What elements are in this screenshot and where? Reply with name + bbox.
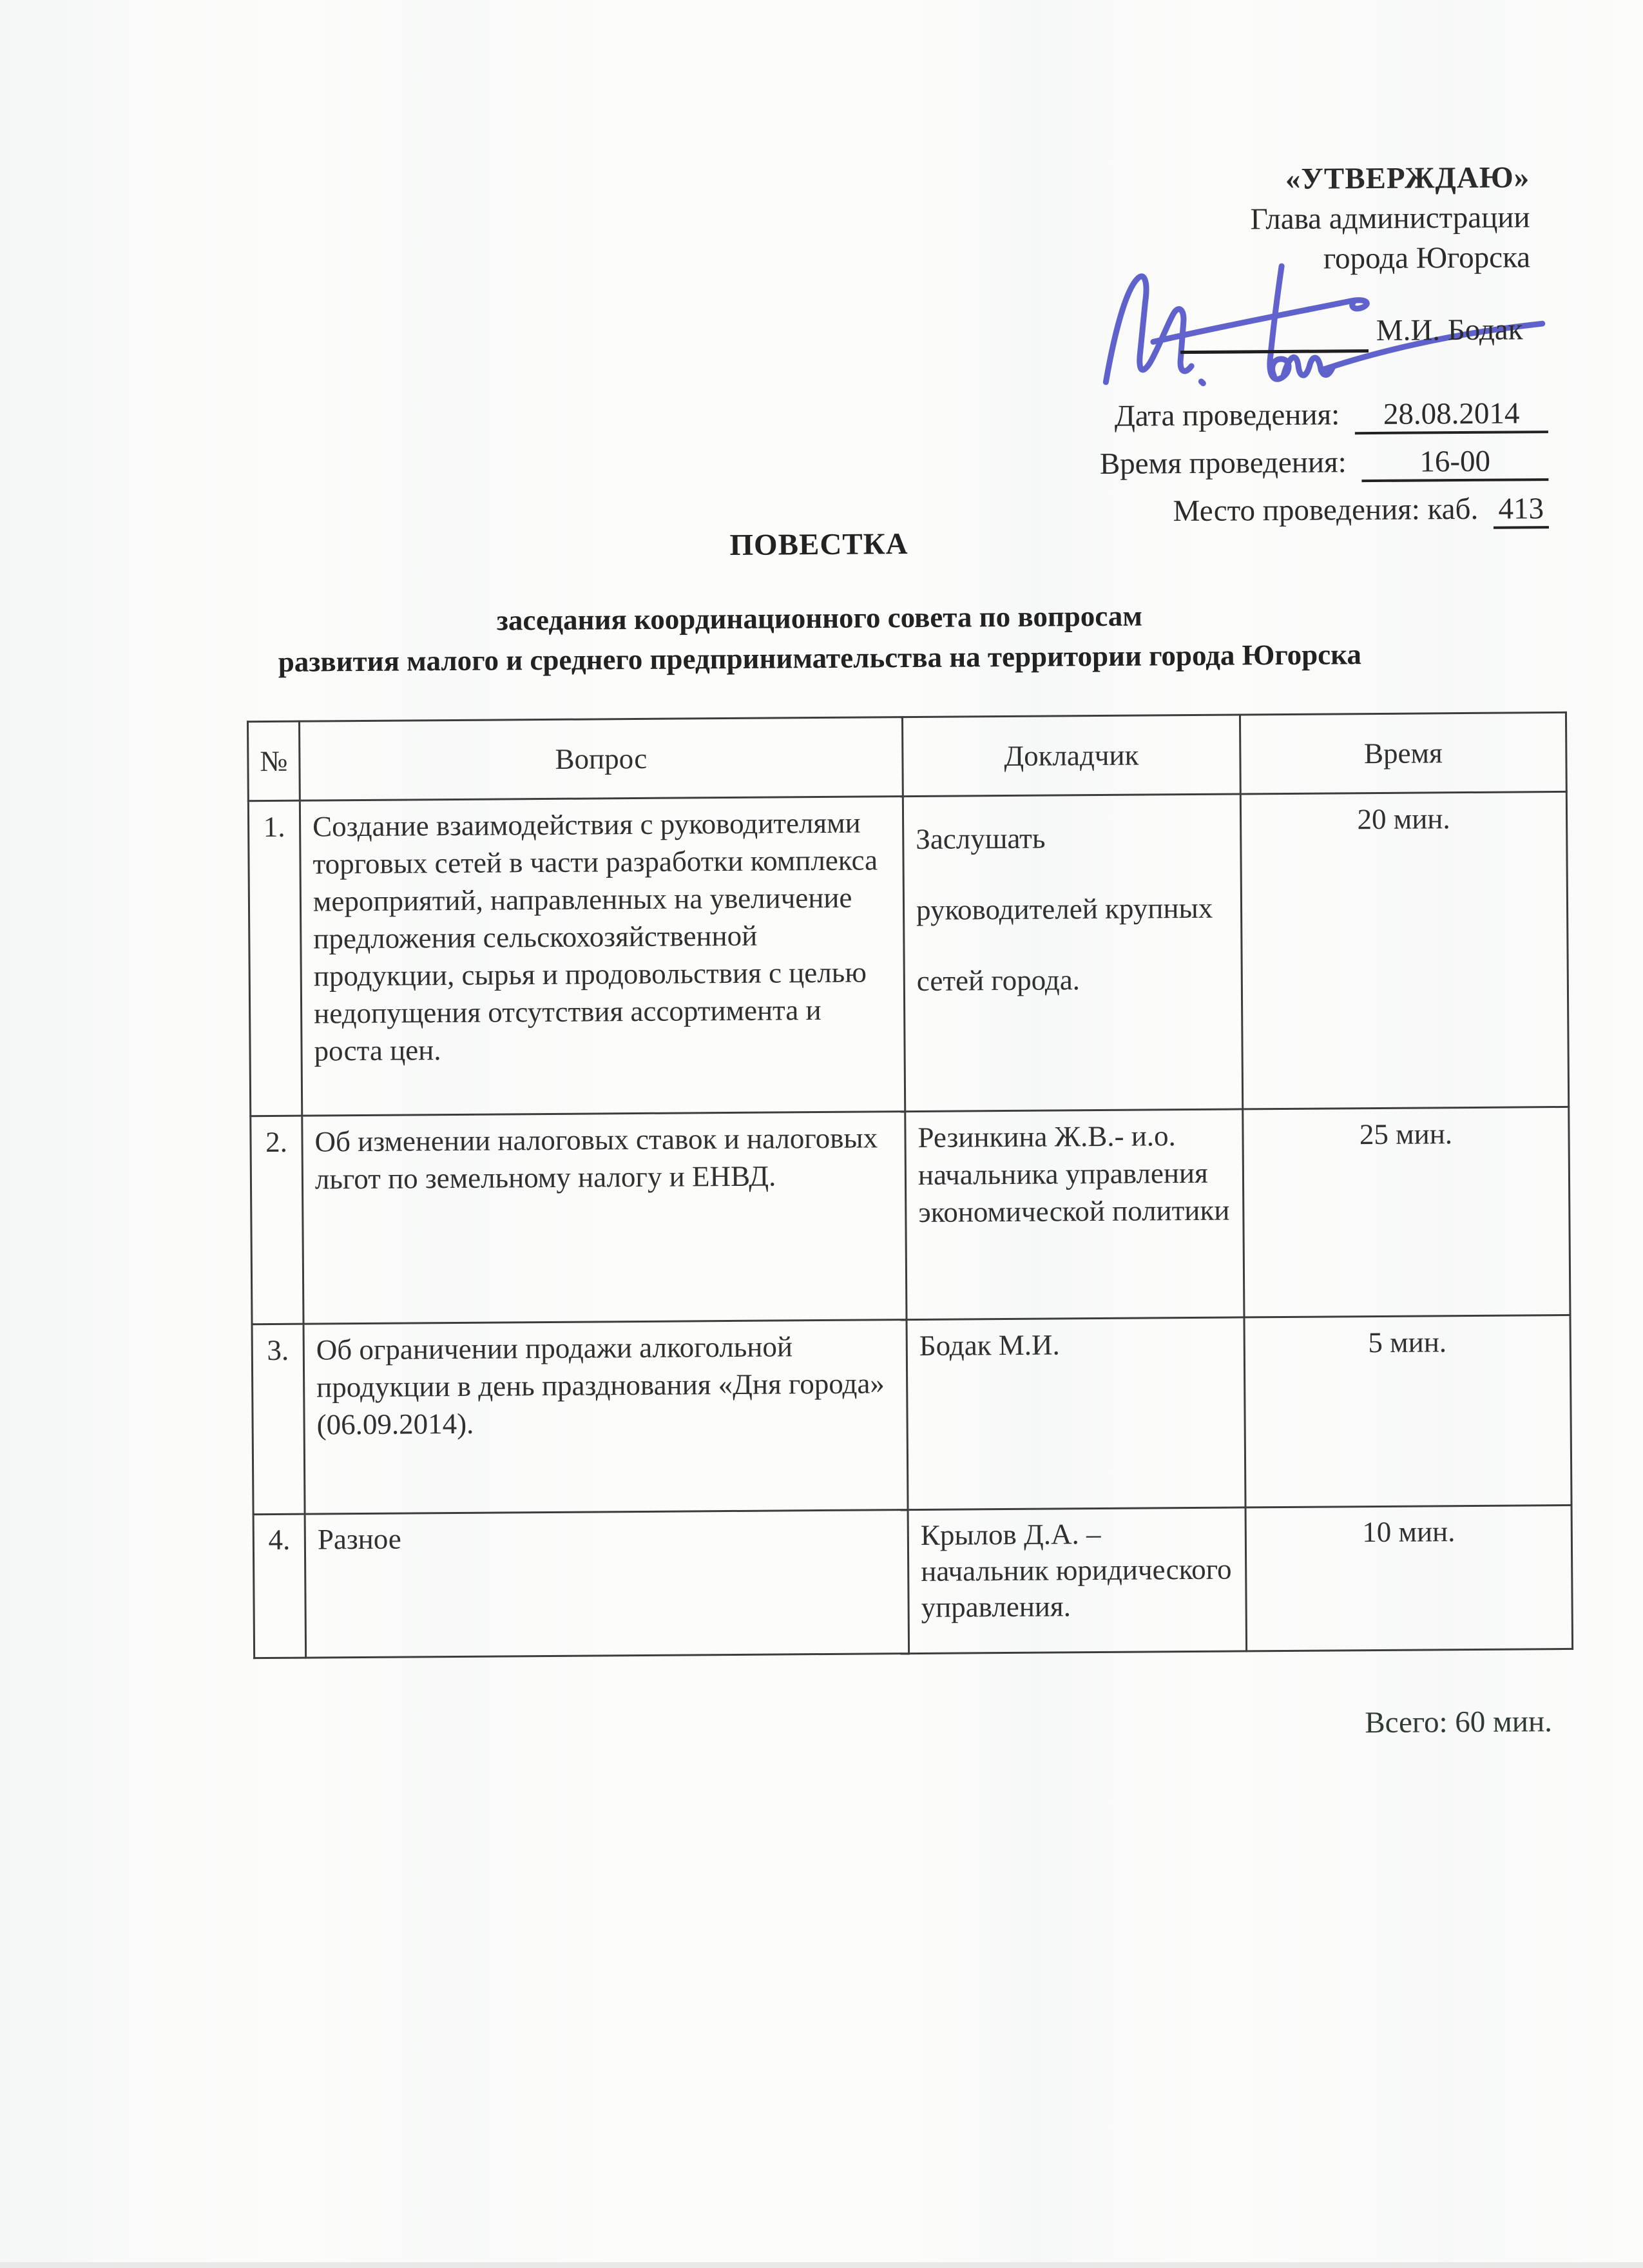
time-label: Время проведения: [1099, 445, 1347, 481]
agenda-table [247, 712, 1573, 1659]
header-question: Вопрос [299, 717, 903, 801]
row-question: Об изменении налоговых ставок и налоговых льгот по земельному налогу и ЕНВД. [302, 1112, 907, 1324]
subtitle-line1: заседания координационного совета по вопросам [496, 599, 1143, 637]
header-speaker: Докладчик [902, 715, 1240, 797]
header-time: Время [1240, 712, 1566, 794]
subtitle-line2: развития малого и среднего предпринимательства на территории города Югорска [278, 638, 1362, 678]
total-duration: Всего: 60 мин. [1365, 1705, 1553, 1740]
row-speaker: Бодак М.И. [907, 1317, 1245, 1510]
date-value: 28.08.2014 [1355, 396, 1548, 434]
table-header-row [247, 712, 1566, 800]
table-row [252, 1315, 1571, 1514]
row-number: 4. [253, 1514, 306, 1658]
row-time: 5 мин. [1244, 1315, 1571, 1507]
approval-title-line1: Глава администрации [1250, 200, 1530, 237]
document-title: ПОВЕСТКА [729, 527, 908, 562]
place-value: 413 [1494, 491, 1549, 529]
row-number: 1. [248, 800, 302, 1116]
row-time: 25 мин. [1243, 1107, 1570, 1317]
time-value: 16-00 [1361, 443, 1548, 482]
signatory-name: М.И. Бодак [1376, 313, 1523, 347]
row-speaker: Резинкина Ж.В.- и.о. начальника управления экономической политики [905, 1109, 1244, 1320]
row-number: 3. [252, 1324, 305, 1515]
row-question: Об ограничении продажи алкогольной продукции в день празднования «Дня города» (06.09.2014). [303, 1320, 908, 1515]
meeting-date-row [1099, 389, 1548, 440]
row-time: 20 мин. [1240, 791, 1568, 1109]
place-label: Место проведения: каб. [1173, 492, 1479, 528]
row-question: Разное [305, 1510, 909, 1658]
approval-stamp: «УТВЕРЖДАЮ» [1285, 160, 1530, 196]
approval-title-line2: города Югорска [1323, 240, 1531, 276]
meeting-time-row [1100, 437, 1549, 488]
table-row [253, 1505, 1573, 1658]
row-speaker: Крылов Д.А. – начальник юридического управления. [908, 1507, 1247, 1654]
row-number: 2. [251, 1116, 303, 1324]
row-question: Создание взаимодействия с руководителями торговых сетей в части разработки комплекса мероприятий, направленных на увеличение предложения сельскохозяйственной продукции, сырья и продовольствия с целью недопущения отсутствия ассортимента и роста цен. [300, 797, 905, 1116]
date-label: Дата проведения: [1114, 398, 1340, 433]
table-row [248, 791, 1568, 1116]
row-speaker: Заслушать руководителей крупных сетей города. [903, 794, 1242, 1112]
row-time: 10 мин. [1245, 1505, 1573, 1651]
table-row [251, 1107, 1570, 1324]
header-number: № [247, 721, 300, 801]
meeting-meta [1099, 389, 1549, 536]
document-subtitle [0, 592, 1642, 684]
